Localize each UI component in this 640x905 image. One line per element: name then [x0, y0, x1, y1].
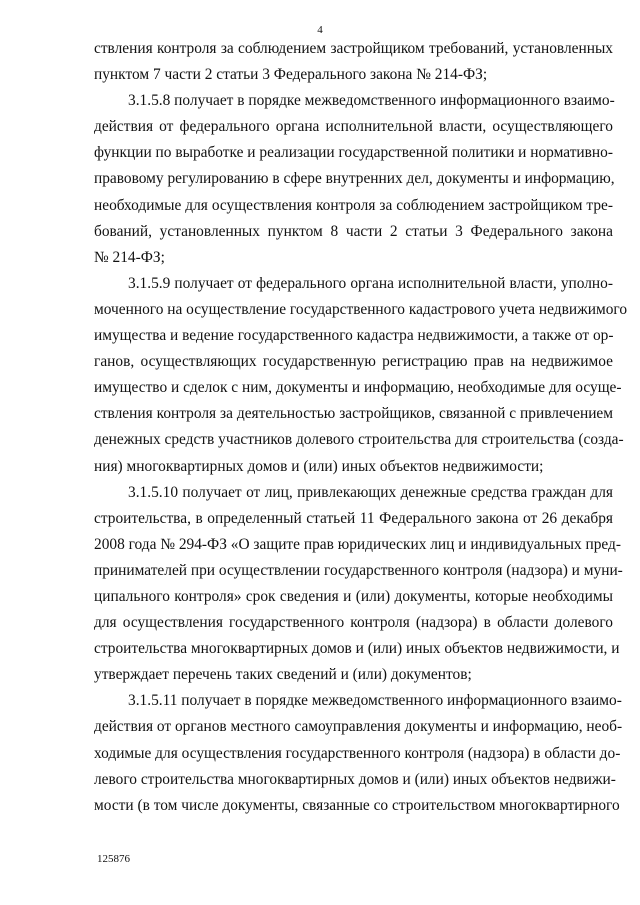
text-line: 3.1.5.9 получает от федерального органа исполнительной власти, уполно- — [128, 274, 613, 292]
text-line: ганов, осуществляющих государственную регистрацию прав на недвижимое — [94, 353, 613, 371]
text-line: ствления контроля за деятельностью застройщиков, связанной с привлечением — [94, 405, 613, 423]
text-line: 2008 года № 294-ФЗ «О защите прав юридических лиц и индивидуальных пред- — [94, 535, 622, 553]
text-line: имущества и ведение государственного кадастра недвижимости, а также от ор- — [94, 327, 614, 345]
text-line: ствления контроля за соблюдением застройщиком требований, установленных — [94, 40, 613, 57]
text-line: моченного на осуществление государственного кадастрового учета недвижимого — [94, 300, 628, 318]
text-line: для осуществления государственного контроля (надзора) в области долевого — [94, 614, 613, 632]
text-line: 3.1.5.10 получает от лиц, привлекающих денежные средства граждан для — [128, 483, 613, 501]
text-line: левого строительства многоквартирных домов и (или) иных объектов недвижи- — [94, 770, 616, 788]
document-body — [94, 36, 628, 819]
text-line: правовому регулированию в сфере внутренних дел, документы и информацию, — [94, 170, 615, 188]
text-line: функции по выработке и реализации государственной политики и нормативно- — [94, 144, 613, 162]
text-line: бований, установленных пунктом 8 части 2 статьи 3 Федерального закона — [94, 222, 613, 240]
text-line: имущество и сделок с ним, документы и информацию, необходимые для осуще- — [94, 379, 622, 397]
text-line: действия от органов местного самоуправления документы и информацию, необ- — [94, 718, 623, 736]
text-line: мости (в том числе документы, связанные со строительством многоквартирного — [94, 796, 620, 814]
text-line: строительства многоквартирных домов и (или) иных объектов недвижимости, и — [94, 640, 620, 658]
text-line: ния) многоквартирных домов и (или) иных объектов недвижимости; — [94, 457, 544, 475]
text-line: утверждает перечень таких сведений и (или) документов; — [94, 666, 472, 684]
page-number: 4 — [317, 24, 323, 36]
text-line: строительства, в определенный статьей 11 Федерального закона от 26 декабря — [94, 509, 613, 527]
document-code: 125876 — [97, 853, 130, 865]
text-line: необходимые для осуществления контроля за соблюдением застройщиком тре- — [94, 196, 613, 214]
text-line: № 214-ФЗ; — [94, 248, 165, 266]
text-line: денежных средств участников долевого строительства для строительства (созда- — [94, 431, 624, 449]
text-line: 3.1.5.11 получает в порядке межведомственного информационного взаимо- — [128, 692, 622, 710]
text-line: пунктом 7 части 2 статьи 3 Федерального закона № 214-ФЗ; — [94, 66, 488, 84]
text-line: ходимые для осуществления государственного контроля (надзора) в области до- — [94, 744, 621, 762]
text-line: ципального контроля» срок сведения и (или) документы, которые необходимы — [94, 587, 613, 605]
text-line: принимателей при осуществлении государственного контроля (надзора) и муни- — [94, 561, 623, 579]
text-line: 3.1.5.8 получает в порядке межведомственного информационного взаимо- — [128, 92, 615, 110]
text-line: действия от федерального органа исполнительной власти, осуществляющего — [94, 118, 613, 136]
